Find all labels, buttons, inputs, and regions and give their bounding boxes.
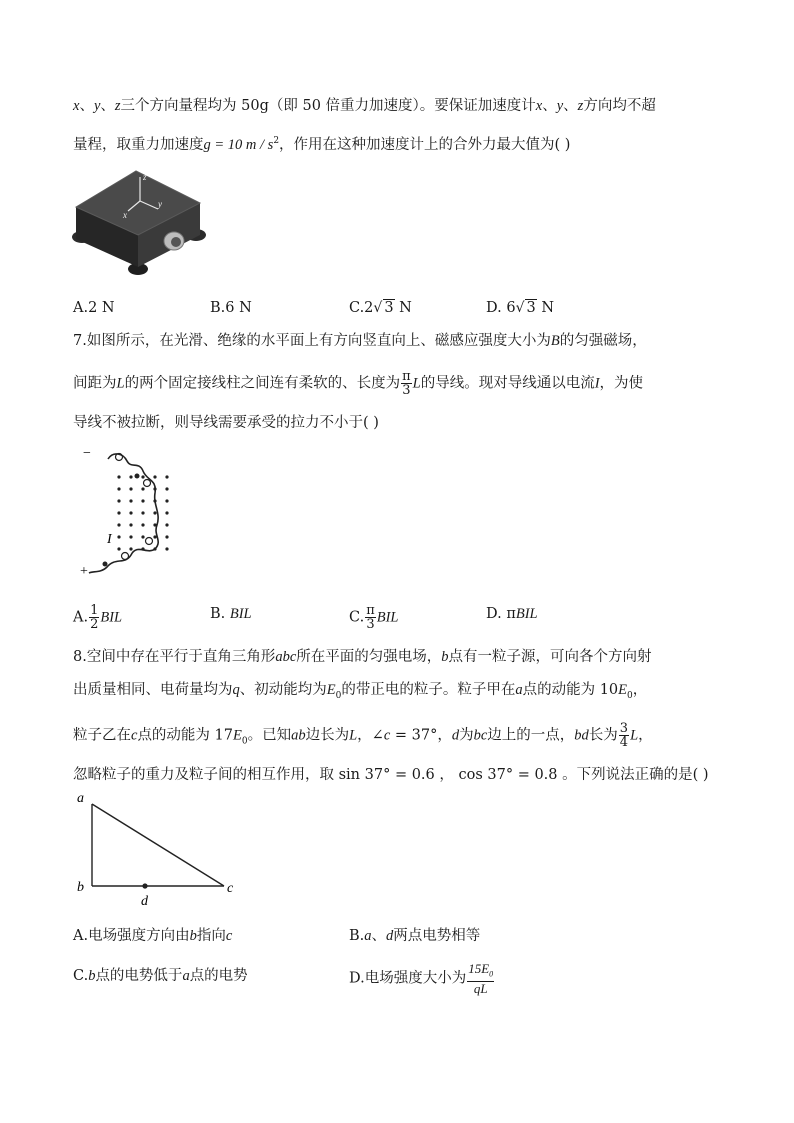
point-label-d: d (141, 894, 148, 908)
q6-option-a[interactable]: A.2 N (73, 300, 115, 316)
q8-line-2: 出质量相同、电荷量均为q、初动能均为$E_0$的带正电的粒子。粒子甲在a点的动能为 $10E_0$， (73, 682, 648, 701)
q8-line-4: 忽略粒子的重力及粒子间的相互作用，取 sin 37° = 0.6 ， cos 37° = 0.8 。下列说法正确的是( ) (73, 767, 709, 783)
field-dot (129, 535, 132, 538)
connector-icon (164, 232, 184, 250)
soft-wire (89, 454, 158, 573)
q8-option-d[interactable]: D.电场强度大小为 $\frac{15E_0}{qL}$ (349, 961, 494, 996)
field-dot (117, 523, 120, 526)
field-dot (165, 535, 168, 538)
wire-loop (144, 480, 151, 487)
q8-option-b[interactable]: B.a、d两点电势相等 (349, 928, 481, 944)
q7-option-c[interactable]: C. $\frac{\pi}{3}$ BIL (349, 603, 399, 632)
vertex-label-b: b (77, 880, 84, 895)
field-dot (117, 511, 120, 514)
terminal-post (135, 474, 140, 479)
current-label: I (107, 532, 112, 547)
point-d (142, 883, 147, 888)
field-dot (117, 535, 120, 538)
terminal-plus: + (80, 564, 88, 579)
fraction-pi-over-3: $\frac{\pi}{3}$ (402, 369, 411, 398)
field-dot (129, 511, 132, 514)
field-dot (117, 499, 120, 502)
field-dot (165, 487, 168, 490)
field-dot (165, 547, 168, 550)
field-dot (141, 523, 144, 526)
fraction-3-over-4: $\frac{3}{4}$ (619, 721, 629, 750)
field-dot (165, 511, 168, 514)
q6-option-c[interactable]: C.2√ 3 N (349, 300, 412, 316)
right-triangle-figure (70, 790, 250, 908)
side-ac (92, 804, 224, 886)
axis-label-z: z (143, 172, 147, 182)
field-dot (129, 475, 132, 478)
q7-line-1: 7.如图所示，在光滑、绝缘的水平面上有方向竖直向上、磁感应强度大小为B的匀强磁场， (73, 333, 647, 349)
field-dot (165, 523, 168, 526)
field-dot (153, 475, 156, 478)
q7-option-a[interactable]: A. $\frac{1}{2}$ BIL (73, 603, 123, 632)
accelerometer-device-image (68, 165, 208, 280)
q7-line-2: 间距为L的两个固定接线柱之间连有柔软的、长度为 $\frac{\pi}{3}$ L的导线。现对导线通以电流I，为使 (73, 369, 644, 398)
field-dot (141, 511, 144, 514)
field-dot (153, 511, 156, 514)
terminal-minus: − (83, 446, 91, 461)
magnetic-field-wire-figure (75, 443, 185, 583)
magnetic-field-dots (117, 475, 168, 550)
field-dot (141, 487, 144, 490)
gravity-formula: g = 10 m / s (203, 136, 274, 153)
field-dot (165, 499, 168, 502)
wire-loop (146, 538, 153, 545)
vertex-label-c: c (227, 881, 234, 896)
q6-option-d[interactable]: D. 6√ 3 N (486, 300, 555, 316)
vertex-label-a: a (77, 791, 84, 806)
field-dot (129, 487, 132, 490)
q6-line-2: 量程，取重力加速度g = 10 m / $s^2$，作用在这种加速度计上的合外力最大值为( ) (73, 136, 571, 153)
q6-line-1: x、y、z三个方向量程均为 50g（即 50 倍重力加速度）。要保证加速度计x、y、z方向均不超 (73, 98, 656, 114)
wire-loop (122, 553, 129, 560)
fraction-15E0-over-qL: $\frac{15E_0}{qL}$ (468, 961, 494, 996)
axis-label-y: y (158, 199, 162, 209)
terminal-post (103, 562, 108, 567)
q8-option-c[interactable]: C.b点的电势低于a点的电势 (73, 968, 248, 984)
field-dot (117, 487, 120, 490)
field-dot (129, 547, 132, 550)
field-dot (141, 535, 144, 538)
field-dot (117, 547, 120, 550)
axis-label-x: x (123, 210, 127, 220)
field-dot (141, 475, 144, 478)
field-dot (129, 523, 132, 526)
q6-option-b[interactable]: B.6 N (210, 300, 252, 316)
q7-option-d[interactable]: D. πBIL (486, 606, 538, 622)
field-dot (117, 475, 120, 478)
field-dot (165, 475, 168, 478)
q8-option-a[interactable]: A.电场强度方向由b指向c (73, 928, 233, 944)
field-dot (141, 499, 144, 502)
field-dot (129, 499, 132, 502)
q7-option-b[interactable]: B. BIL (210, 606, 252, 622)
q8-line-3: 粒子乙在c点的动能为 $17E_0$。已知ab边长为L，∠c = 37°，d为bc边上的一点，bd长为 $\frac{3}{4}$ L， (73, 721, 653, 750)
q7-line-3: 导线不被拉断，则导线需要承受的拉力不小于( ) (73, 415, 379, 431)
field-dot (153, 535, 156, 538)
q8-line-1: 8.空间中存在平行于直角三角形abc所在平面的匀强电场，b点有一粒子源，可向各个方向射 (73, 649, 652, 665)
